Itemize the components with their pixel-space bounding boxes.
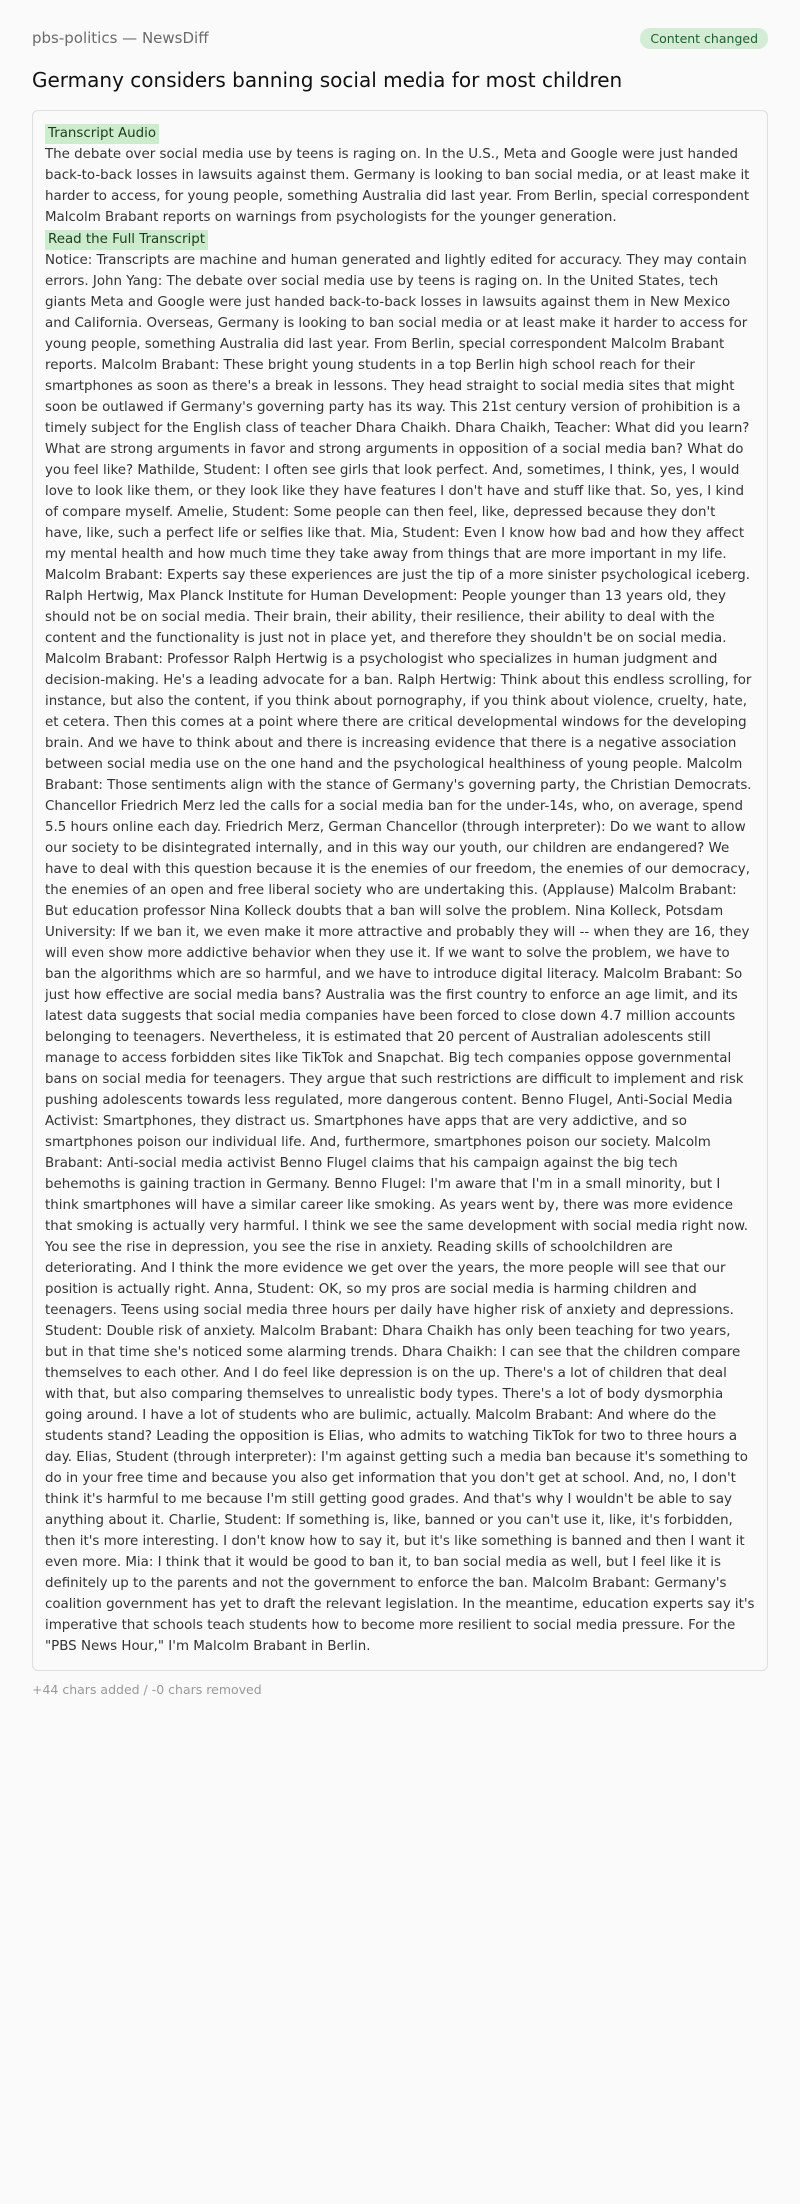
header	[32, 24, 768, 52]
article-diff-card	[32, 110, 768, 1671]
added-text-read-full-transcript: Read the Full Transcript	[45, 230, 208, 250]
diff-stats: +44 chars added / -0 chars removed	[32, 1682, 262, 1697]
added-text-transcript-audio: Transcript Audio	[45, 124, 159, 144]
article-transcript: Notice: Transcripts are machine and human generated and lightly edited for accuracy. They may contain errors. John Yang: The debate over social media use by teens is raging on. In the United States, tech giants Meta and Google were just handed back-to-back losses in lawsuits against them in New Mexico and California. Overseas, Germany is looking to ban social media or at least make it harder to access for young people, something Australia did last year. From Berlin, special correspondent Malcolm Brabant reports. Malcolm Brabant: These bright young students in a top Berlin high school reach for their smartphones as soon as there's a break in lessons. They head straight to social media sites that might soon be outlawed if Germany's governing party has its way. This 21st century version of prohibition is a timely subject for the English class of teacher Dhara Chaikh. Dhara Chaikh, Teacher: What did you learn? What are strong arguments in favor and strong arguments in opposition of a social media ban? What do you feel like? Mathilde, Student: I often see girls that look perfect. And, sometimes, I think, yes, I would love to look like them, or they look like they have features I don't have and stuff like that. So, yes, I kind of compare myself. Amelie, Student: Some people can then feel, like, depressed because they don't have, like, such a perfect life or selfies like that. Mia, Student: Even I know how bad and how they affect my mental health and how much time they take away from things that are more important in my life. Malcolm Brabant: Experts say these experiences are just the tip of a more sinister psychological iceberg. Ralph Hertwig, Max Planck Institute for Human Development: People younger than 13 years old, they should not be on social media. Their brain, their ability, their resilience, their ability to deal with the content and the functionality is just not in place yet, and therefore they shouldn't be on social media. Malcolm Brabant: Professor Ralph Hertwig is a psychologist who specializes in human judgment and decision-making. He's a leading advocate for a ban. Ralph Hertwig: Think about this endless scrolling, for instance, but also the content, if you think about pornography, if you think about violence, cruelty, hate, et cetera. Then this comes at a point where there are critical developmental windows for the developing brain. And we have to think about and there is increasing evidence that there is a negative association between social media use on the one hand and the psychological healthiness of young people. Malcolm Brabant: Those sentiments align with the stance of Germany's governing party, the Christian Democrats. Chancellor Friedrich Merz led the calls for a social media ban for the under-14s, who, on average, spend 5.5 hours online each day. Friedrich Merz, German Chancellor (through interpreter): Do we want to allow our society to be disintegrated internally, and in this way our youth, our children are endangered? We have to deal with this question because it is the enemies of our freedom, the enemies of our democracy, the enemies of an open and free liberal society who are undertaking this. (Applause) Malcolm Brabant: But education professor Nina Kolleck doubts that a ban will solve the problem. Nina Kolleck, Potsdam University: If we ban it, we even make it more attractive and probably they will -- when they are 16, they will even show more addictive behavior when they use it. If we want to solve the problem, we have to ban the algorithms which are so harmful, and we have to introduce digital literacy. Malcolm Brabant: So just how effective are social media bans? Australia was the first country to enforce an age limit, and its latest data suggests that social media companies have been forced to close down 4.7 million accounts belonging to teenagers. Nevertheless, it is estimated that 20 percent of Australian adolescents still manage to access forbidden sites like TikTok and Snapchat. Big tech companies oppose governmental bans on social media for teenagers. They argue that such restrictions are difficult to implement and risk pushing adolescents towards less regulated, more dangerous content. Benno Flugel, Anti-Social Media Activist: Smartphones, they distract us. Smartphones have apps that are very addictive, and so smartphones poison our individual life. And, furthermore, smartphones poison our society. Malcolm Brabant: Anti-social media activist Benno Flugel claims that his campaign against the big tech behemoths is gaining traction in Germany. Benno Flugel: I'm aware that I'm in a small minority, but I think smartphones will have a similar career like smoking. As years went by, there was more evidence that smoking is actually very harmful. I think we see the same development with social media right now. You see the rise in depression, you see the rise in anxiety. Reading skills of schoolchildren are deteriorating. And I think the more evidence we get over the years, the more people will see that our position is actually right. Anna, Student: OK, so my pros are social media is harming children and teenagers. Teens using social media three hours per daily have higher risk of anxiety and depressions. Student: Double risk of anxiety. Malcolm Brabant: Dhara Chaikh has only been teaching for two years, but in that time she's noticed some alarming trends. Dhara Chaikh: I can see that the children compare themselves to each other. And I do feel like depression is on the up. There's a lot of children that deal with that, but also comparing themselves to unrealistic body types. There's a lot of body dysmorphia going around. I have a lot of students who are bulimic, actually. Malcolm Brabant: And where do the students stand? Leading the opposition is Elias, who admits to watching TikTok for two to three hours a day. Elias, Student (through interpreter): I'm against getting such a media ban because it's something to do in your free time and because you also get information that you don't get at school. And, no, I don't think it's harmful to me because I'm still getting good grades. And that's why I wouldn't be able to say anything about it. Charlie, Student: If something is, like, banned or you can't use it, like, it's forbidden, then it's more interesting. I don't know how to say it, but it's like something is banned and then I want it even more. Mia: I think that it would be good to ban it, to ban social media as well, but I feel like it is definitely up to the parents and not the government to enforce the ban. Malcolm Brabant: Germany's coalition government has yet to draft the relevant legislation. In the meantime, education experts say it's imperative that schools teach students how to become more resilient to social media pressure. For the "PBS News Hour," I'm Malcolm Brabant in Berlin.	[45, 253, 755, 1654]
page-title: Germany considers banning social media for most children	[32, 68, 623, 92]
source-label: pbs-politics — NewsDiff	[32, 29, 209, 47]
article-summary: The debate over social media use by teens is raging on. In the U.S., Meta and Google were just handed back-to-back losses in lawsuits against them. Germany is looking to ban social media, or at least make it harder to access, for young people, something Australia did last year. From Berlin, special correspondent Malcolm Brabant reports on warnings from psychologists for the younger generation.	[45, 147, 750, 225]
status-badge: Content changed	[640, 28, 768, 49]
